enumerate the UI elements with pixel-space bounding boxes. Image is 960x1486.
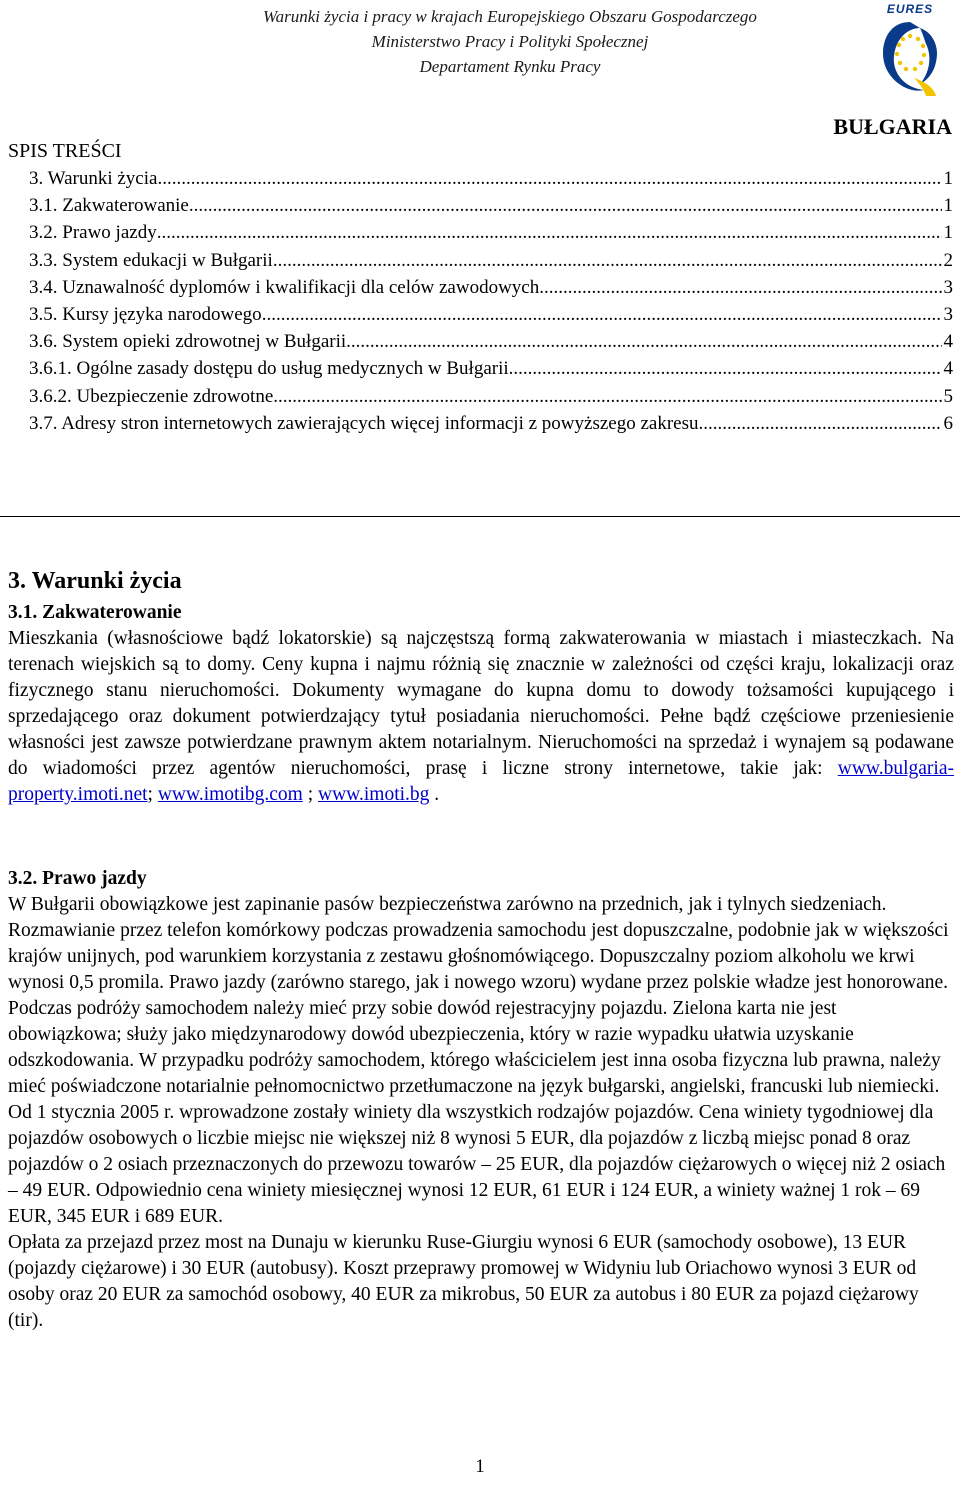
toc-entry-page: 4 — [943, 331, 953, 353]
paragraph-driving-rules: W Bułgarii obowiązkowe jest zapinanie pasów bezpieczeństwa zarówno na przednich, jak i tylnych siedzeniach. Rozmawianie przez telefon komórkowy podczas prowadzenia samochodu jest dopuszczalne, podobnie jak w większości krajów unijnych, pod warunkiem korzystania z zestawu głośnomówiącego. Dopuszczalny poziom alkoholu we krwi wynosi 0,5 promila. Prawo jazdy (zarówno starego, jak i nowego wzoru) wydane przez polskie władze jest honorowane. Podczas podróży samochodem należy mieć przy sobie dowód rejestracyjny pojazdu. Zielona karta nie jest obowiązkowa; służy jako międzynarodowy dowód ubezpieczenia, który w razie wypadku ułatwia uzyskanie odszkodowania. W przypadku podróży samochodem, którego właścicielem jest inna osoba fizyczna lub prawna, należy mieć poświadczone notarialnie pełnomocnictwo przetłumaczone na język bułgarski, angielski, francuski lub niemiecki. — [8, 894, 949, 1097]
link-imotibg[interactable]: www.imotibg.com — [157, 784, 303, 805]
toc-leader — [273, 383, 941, 410]
eures-logo — [874, 2, 946, 98]
toc-entry-page: 6 — [943, 412, 953, 434]
toc-entry-page: 1 — [943, 168, 953, 189]
toc-leader — [157, 219, 942, 246]
toc-entry-label: 3.2. Prawo jazdy — [29, 222, 157, 244]
toc-entry[interactable] — [29, 274, 953, 301]
country-title: BUŁGARIA — [833, 114, 952, 139]
toc-entry-label: 3.3. System edukacji w Bułgarii — [29, 249, 273, 271]
header-line-2: Ministerstwo Pracy i Polityki Społecznej — [371, 32, 649, 51]
toc-leader — [157, 165, 941, 192]
page-number: 1 — [475, 1456, 485, 1477]
header-line-1: Warunki życia i pracy w krajach Europejskiego Obszaru Gospodarczego — [263, 7, 757, 26]
paragraph-end: . — [429, 784, 440, 805]
table-of-contents — [29, 165, 953, 437]
eures-logo-text: EURES — [886, 2, 934, 16]
toc-entry[interactable] — [29, 328, 953, 355]
toc-entry-page: 1 — [943, 222, 953, 244]
toc-entry-label: 3. Warunki życia — [29, 168, 158, 189]
paragraph-tolls: Opłata za przejazd przez most na Dunaju w kierunku Ruse-Giurgiu wynosi 6 EUR (samochody osobowe), 13 EUR (pojazdy ciężarowe) i 30 EUR (autobusy). Koszt przeprawy promowej w Widyniu lub Oriachowo wynosi 3 EUR od osoby oraz 20 EUR za samochód osobowy, 40 EUR za mikrobus, 50 EUR za autobus i 80 EUR za pojazd ciężarowy (tir). — [8, 1232, 919, 1331]
toc-entry[interactable] — [29, 383, 953, 410]
toc-entry-label: 3.6. System opieki zdrowotnej w Bułgarii — [29, 331, 347, 353]
toc-leader — [346, 328, 941, 355]
toc-entry-page: 2 — [943, 249, 953, 271]
section-divider — [0, 516, 960, 517]
toc-entry[interactable] — [29, 192, 953, 219]
toc-entry-page: 3 — [943, 303, 953, 325]
link-imoti-bg[interactable]: www.imoti.bg — [318, 784, 430, 805]
section-3-1 — [8, 600, 954, 808]
toc-entry-page: 4 — [943, 358, 953, 380]
toc-leader — [539, 274, 941, 301]
toc-entry[interactable] — [29, 301, 953, 328]
toc-entry-label: 3.1. Zakwaterowanie — [29, 195, 189, 217]
paragraph-vignettes: Od 1 stycznia 2005 r. wprowadzone zostały winiety dla wszystkich rodzajów pojazdów. Cena winiety tygodniowej dla pojazdów osobowych o liczbie miejsc nie większej niż 8 wynosi 5 EUR, dla pojazdów z liczbą miejsc ponad 8 oraz pojazdów o 2 osiach przeznaczonych do przewozu towarów – 25 EUR, dla pojazdów ciężarowych o więcej niż 2 osiach – 49 EUR. Odpowiednio cena winiety miesięcznej wynosi 12 EUR, 61 EUR i 124 EUR, a winiety ważnej 1 rok – 69 EUR, 345 EUR i 689 EUR. — [8, 1102, 946, 1227]
link-bulgaria-property[interactable]: www.bulgaria-property.imoti.net — [8, 758, 954, 805]
toc-entry-label: 3.6.2. Ubezpieczenie zdrowotne — [29, 385, 274, 407]
subsection-heading-3-1: 3.1. Zakwaterowanie — [8, 602, 182, 623]
toc-leader — [509, 355, 942, 382]
section-3-2 — [8, 866, 954, 1334]
toc-entry[interactable] — [29, 219, 953, 246]
eures-emblem-icon — [874, 2, 946, 98]
toc-entry-page: 3 — [943, 276, 953, 298]
toc-leader — [189, 192, 942, 219]
subsection-heading-3-2: 3.2. Prawo jazdy — [8, 868, 147, 889]
link-separator: ; — [302, 784, 318, 805]
header-line-3: Departament Rynku Pracy — [419, 57, 601, 76]
toc-entry-page: 5 — [943, 385, 953, 407]
toc-entry-label: 3.6.1. Ogólne zasady dostępu do usług medycznych w Bułgarii — [29, 358, 509, 380]
toc-entry[interactable] — [29, 165, 953, 192]
toc-leader — [698, 410, 941, 437]
toc-entry-label: 3.7. Adresy stron internetowych zawierających więcej informacji z powyższego zakresu — [29, 412, 699, 434]
document-header — [200, 4, 820, 79]
toc-entry-label: 3.5. Kursy języka narodowego — [29, 303, 262, 325]
paragraph-accommodation — [8, 626, 954, 808]
paragraph-text: Mieszkania (własnościowe bądź lokatorskie) są najczęstszą formą zakwaterowania w miastach i miasteczkach. Na terenach wiejskich są to domy. Ceny kupna i najmu różnią się znacznie w zależności od części kraju, lokalizacji oraz fizycznego stanu nieruchomości. Dokumenty wymagane do kupna domu to dowody tożsamości kupującego i sprzedającego oraz dokument potwierdzający tytuł posiadania nieruchomości. Pełne bądź częściowe przeniesienie własności jest zawsze potwierdzane prawnym aktem notarialnym. Nieruchomości na sprzedaż i wynajem są podawane do wiadomości przez agentów nieruchomości, prasę i liczne strony internetowe, takie jak: — [8, 628, 954, 779]
toc-title: SPIS TREŚCI — [8, 140, 122, 162]
toc-entry[interactable] — [29, 410, 953, 437]
toc-entry[interactable] — [29, 355, 953, 382]
toc-leader — [273, 247, 942, 274]
toc-entry-page: 1 — [943, 195, 953, 217]
toc-leader — [262, 301, 942, 328]
section-heading: 3. Warunki życia — [8, 568, 182, 594]
toc-entry[interactable] — [29, 247, 953, 274]
toc-entry-label: 3.4. Uznawalność dyplomów i kwalifikacji dla celów zawodowych — [29, 276, 540, 298]
link-separator: ; — [147, 784, 158, 805]
